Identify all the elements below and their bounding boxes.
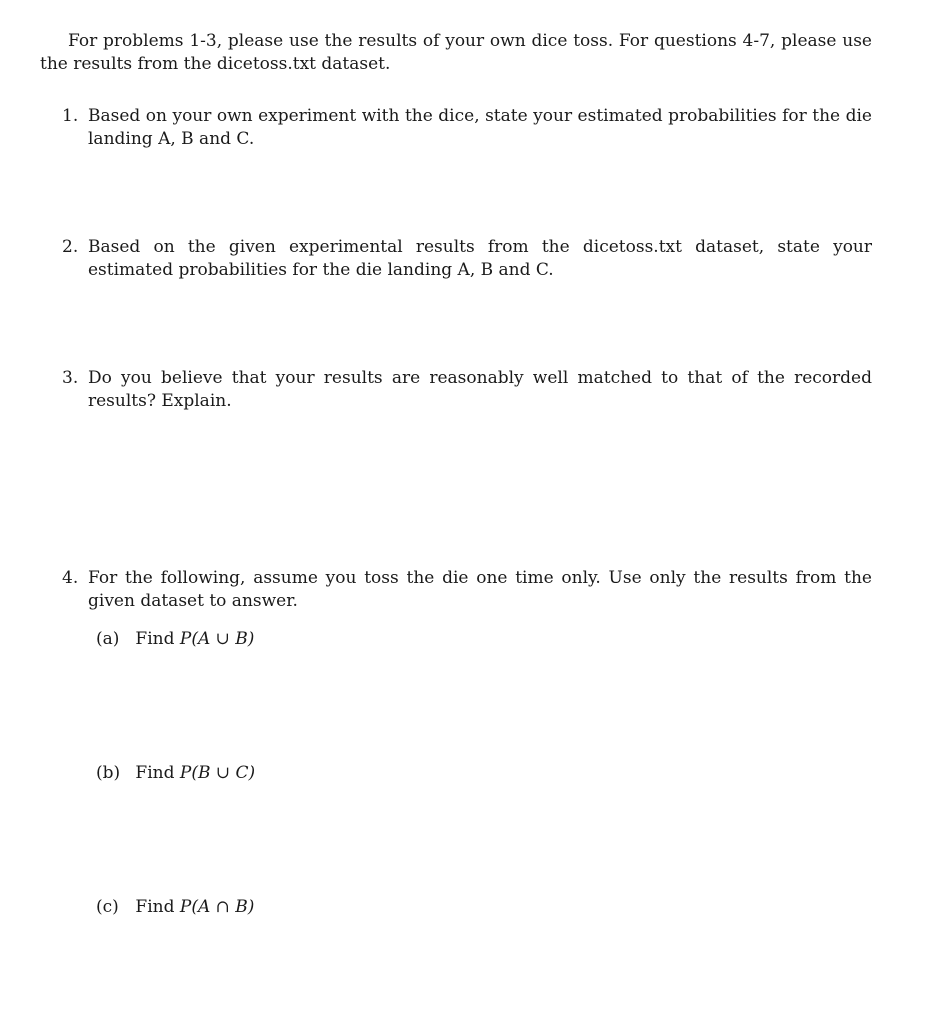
problem-number: 3. [62,368,79,388]
problem-text: Based on your own experiment with the dice, state your estimated probabilities for the die landing A, B and C. [88,106,872,149]
subpart-math: P(B ∪ C) [179,763,256,783]
problem-number: 2. [62,237,79,257]
subpart-a [96,628,254,651]
subpart-c [96,896,254,919]
subpart-text: Find [135,897,175,917]
problem-1 [62,105,872,151]
problem-text: Based on the given experimental results from the dicetoss.txt dataset, state your estimated probabilities for the die landing A, B and C. [88,237,872,280]
subpart-label: (c) [96,897,119,917]
subpart-b [96,762,255,785]
subpart-text: Find [135,763,175,783]
problem-number: 1. [62,106,79,126]
problem-3 [62,367,872,413]
subpart-text: Find [135,629,175,649]
problem-text: Do you believe that your results are reasonably well matched to that of the recorded results? Explain. [88,368,872,411]
problem-number: 4. [62,568,79,588]
subpart-label: (b) [96,763,121,783]
subpart-math: P(A ∪ B) [179,629,255,649]
subpart-math: P(A ∩ B) [179,897,255,917]
problem-2 [62,236,872,282]
subpart-label: (a) [96,629,120,649]
instructions-paragraph: For problems 1-3, please use the results of your own dice toss. For questions 4-7, please use the results from the dicetoss.txt dataset. [40,31,872,74]
problem-4 [62,567,872,613]
problem-text: For the following, assume you toss the die one time only. Use only the results from the given dataset to answer. [88,568,872,611]
